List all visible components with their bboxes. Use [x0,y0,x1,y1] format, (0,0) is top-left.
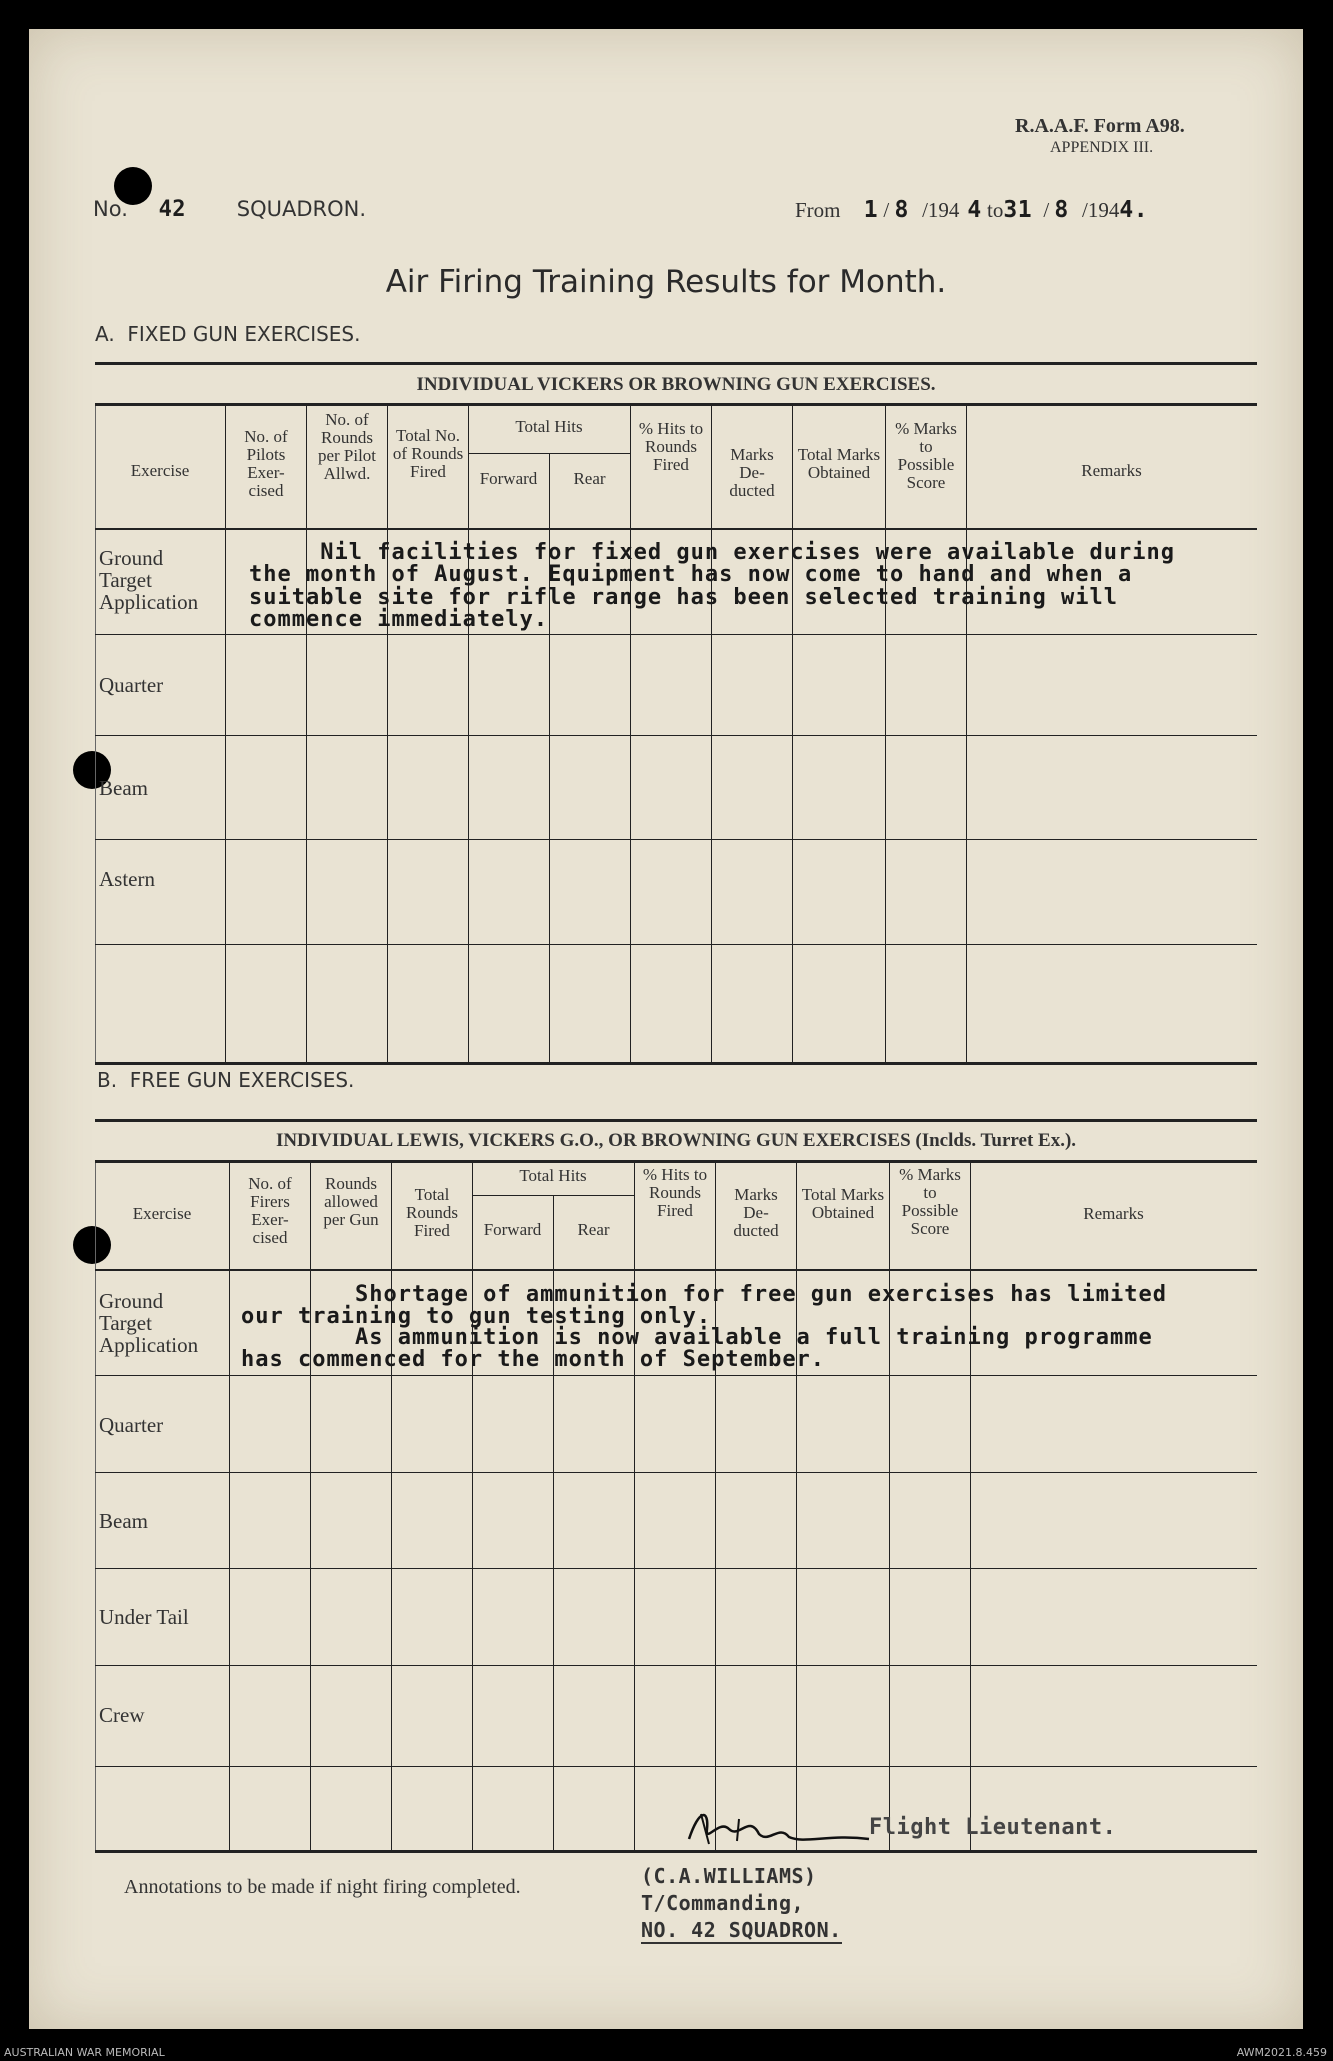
col-marks-deducted: Marks De- ducted [729,445,775,500]
typed-note-line: Nil facilities for fixed gun exercises were available during [249,540,1175,565]
col-forward: Forward [483,1220,542,1239]
punch-hole [73,1226,111,1264]
col-remarks: Remarks [1083,1204,1144,1223]
col-rear: Rear [573,469,606,488]
squadron-number: 42 [158,197,187,222]
signer-unit: NO. 42 SQUADRON. [641,1918,842,1942]
signature [679,1799,879,1859]
year-prefix-from: /194 [922,198,960,222]
signer-name: (C.A.WILLIAMS) [641,1864,817,1888]
col-hits-percent: % Hits to Rounds Fired [642,1165,708,1220]
col-total-marks: Total Marks Obtained [797,445,881,482]
archive-footer [0,2032,1333,2061]
row-ground-target: Ground Target Application [99,546,199,614]
col-firers-exercised: No. of Firers Exer- cised [248,1174,292,1247]
col-marks-percent: % Marks to Possible Score [899,1165,961,1238]
section-a-table-title: INDIVIDUAL VICKERS OR BROWNING GUN EXERCISES. [416,374,936,395]
form-title: R.A.A.F. Form A98. [1015,115,1185,137]
col-total-rounds: Total Rounds Fired [406,1185,458,1240]
col-total-rounds: Total No. of Rounds Fired [392,426,464,481]
year-prefix-to: /194 [1082,198,1120,222]
section-a-heading: A. FIXED GUN EXERCISES. [95,322,361,346]
col-marks-deducted: Marks De- ducted [733,1185,779,1240]
squadron-label: SQUADRON. [236,197,367,221]
row-under-tail: Under Tail [99,1605,189,1629]
row-crew: Crew [99,1703,145,1727]
col-exercise: Exercise [130,461,190,480]
col-total-marks: Total Marks Obtained [801,1185,885,1222]
row-astern: Astern [99,867,155,891]
date-slash: / [1043,198,1050,222]
from-day: 1 [863,197,879,223]
col-total-hits: Total Hits [515,417,583,436]
typed-note-line: suitable site for rifle range has been selected training will [249,585,1118,610]
col-pilots-exercised: No. of Pilots Exer- cised [244,427,288,500]
date-slash: / [883,198,890,222]
col-total-hits: Total Hits [519,1166,587,1185]
no-label: No. [93,197,128,221]
col-rear: Rear [577,1220,610,1239]
form-page [29,29,1303,2029]
row-beam: Beam [99,776,148,800]
section-b-table-title: INDIVIDUAL LEWIS, VICKERS G.O., OR BROWNING GUN EXERCISES (Inclds. Turret Ex.). [275,1130,1077,1151]
typed-note-line: Shortage of ammunition for free gun exercises has limited [241,1282,1167,1307]
col-rounds-per-pilot: No. of Rounds per Pilot Allwd. [317,410,377,483]
to-year-digit: 4. [1119,197,1149,223]
signer-rank: Flight Lieutenant. [869,1815,1117,1840]
archive-id: AWM2021.8.459 [1236,2046,1327,2059]
typed-note-line: commence immediately. [249,607,549,632]
row-beam: Beam [99,1509,148,1533]
row-quarter: Quarter [99,673,164,697]
col-forward: Forward [479,469,538,488]
typed-note-line: the month of August. Equipment has now come to hand and when a [249,562,1133,587]
appendix-label: APPENDIX III. [1050,139,1154,156]
row-ground-target: Ground Target Application [99,1289,199,1357]
col-exercise: Exercise [132,1204,192,1223]
date-range [795,197,1148,223]
page-title: Air Firing Training Results for Month. [385,264,947,300]
typed-note-line: has commenced for the month of September. [241,1347,826,1372]
col-rounds-per-gun: Rounds allowed per Gun [323,1174,379,1229]
to-day: 31 [1003,197,1033,223]
col-hits-percent: % Hits to Rounds Fired [638,419,704,474]
night-firing-note: Annotations to be made if night firing completed. [124,1876,521,1898]
typed-note-line: As ammunition is now available a full training programme [241,1325,1153,1350]
squadron-line [93,197,366,222]
row-quarter: Quarter [99,1413,164,1437]
from-month: 8 [894,197,909,223]
to-label: to [987,198,1004,222]
typed-note-line: our training to gun testing only. [241,1304,712,1329]
signer-role: T/Commanding, [641,1891,805,1915]
col-marks-percent: % Marks to Possible Score [895,419,957,492]
archive-source: AUSTRALIAN WAR MEMORIAL [4,2046,165,2059]
section-b-heading: B. FREE GUN EXERCISES. [97,1068,355,1092]
to-month: 8 [1054,197,1069,223]
col-remarks: Remarks [1081,461,1142,480]
from-label: From [795,198,841,222]
from-year-digit: 4 [967,197,982,223]
